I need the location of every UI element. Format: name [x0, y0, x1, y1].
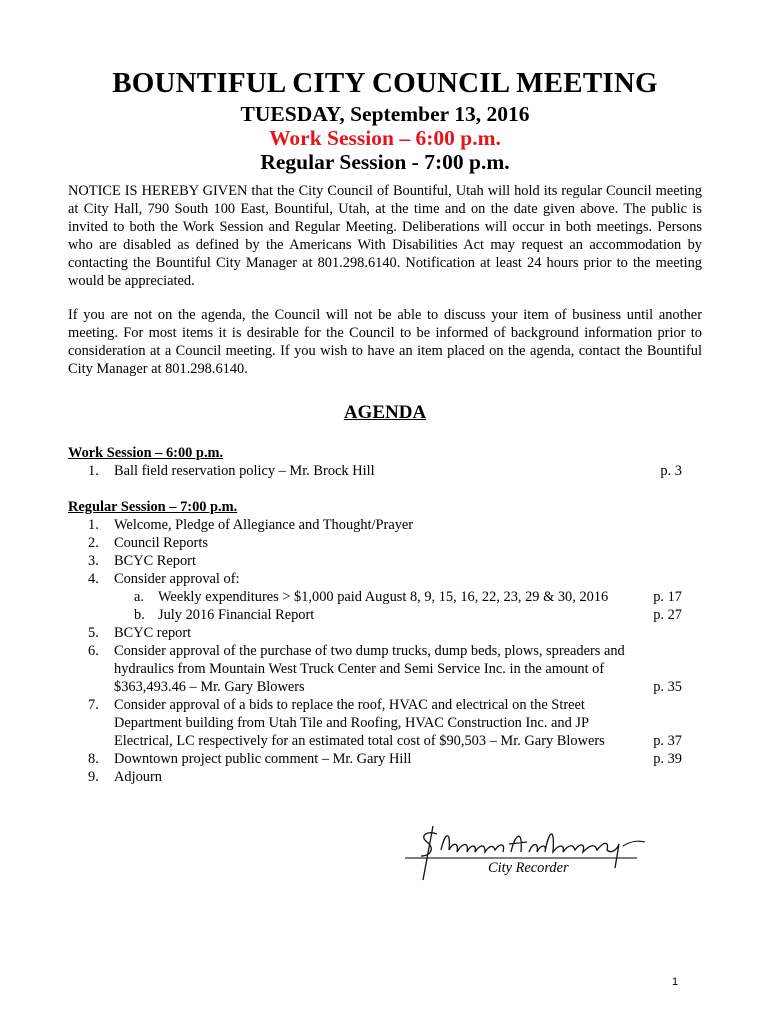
agenda-item	[68, 534, 702, 552]
document-header	[0, 64, 770, 174]
item-page-ref: p. 37	[653, 733, 682, 749]
item-number: 8.	[88, 751, 99, 767]
regular-session-heading: Regular Session – 7:00 p.m.	[68, 499, 238, 515]
item-number: 4.	[88, 571, 99, 587]
item-page-ref: p. 17	[653, 589, 682, 605]
signature-block	[405, 820, 650, 890]
item-text: Consider approval of:	[114, 571, 240, 587]
agenda-item	[68, 516, 702, 534]
agenda-item	[68, 696, 702, 750]
meeting-title: BOUNTIFUL CITY COUNCIL MEETING	[112, 67, 658, 99]
subitem-text: July 2016 Financial Report	[158, 607, 315, 623]
regular-session-items	[68, 516, 702, 786]
notice-paragraph: NOTICE IS HEREBY GIVEN that the City Council of Bountiful, Utah will hold its regular Council meeting at City Hall, 790 South 100 East, Bountiful, Utah, at the time and on the date given above. The public is invited to both the Work Session and Regular Meeting. Deliberations will occur in both meetings. Persons who are disabled as defined by the Americans With Disabilities Act may request an accommodation by contacting the Bountiful City Manager at 801.298.6140. Notification at least 24 hours prior to the meeting would be appreciated.	[68, 183, 702, 289]
work-session-items	[68, 462, 702, 480]
item-text: BCYC report	[114, 625, 192, 641]
item-text: Welcome, Pledge of Allegiance and Thought/Prayer	[114, 517, 414, 533]
item-number: 5.	[88, 625, 99, 641]
subitem-letter: b.	[134, 607, 145, 623]
agenda-item	[68, 552, 702, 570]
agenda-subitem	[68, 606, 702, 624]
item-text: Council Reports	[114, 535, 208, 551]
agenda-item	[68, 624, 702, 642]
item-number: 1.	[88, 517, 99, 533]
item-text: Ball field reservation policy – Mr. Brock Hill	[114, 463, 375, 479]
agenda-item	[68, 642, 702, 696]
meeting-date: TUESDAY, September 13, 2016	[240, 102, 530, 126]
agenda-item	[68, 768, 702, 786]
item-page-ref: p. 27	[653, 607, 682, 623]
item-text: Downtown project public comment – Mr. Gary Hill	[114, 751, 412, 767]
agenda-heading: AGENDA	[343, 402, 427, 423]
item-number: 7.	[88, 697, 99, 713]
regular-session-time: Regular Session - 7:00 p.m.	[260, 150, 510, 174]
agenda-subitem	[68, 588, 702, 606]
work-session-heading: Work Session – 6:00 p.m.	[68, 445, 224, 461]
item-page-ref: p. 3	[660, 463, 682, 479]
item-number: 3.	[88, 553, 99, 569]
agenda-item	[68, 750, 702, 768]
item-number: 1.	[88, 463, 99, 479]
page-number: 1	[672, 976, 679, 988]
item-number: 2.	[88, 535, 99, 551]
item-number: 9.	[88, 769, 99, 785]
item-text: BCYC Report	[114, 553, 196, 569]
item-page-ref: p. 39	[653, 751, 682, 767]
subitem-text: Weekly expenditures > $1,000 paid August 8, 9, 15, 16, 22, 23, 29 & 30, 2016	[158, 589, 609, 605]
item-text: Consider approval of a bids to replace the roof, HVAC and electrical on the Street Department building from Utah Tile and Roofing, HVAC Construction Inc. and JP Electrical, LC respectively for an estimated total cost of $90,503 – Mr. Gary Blowers	[114, 697, 605, 749]
item-page-ref: p. 35	[653, 679, 682, 695]
regular-session-section	[68, 498, 702, 786]
work-session-section	[68, 444, 702, 480]
agenda-item	[68, 462, 702, 480]
work-session-time: Work Session – 6:00 p.m.	[269, 126, 501, 150]
subitem-letter: a.	[134, 589, 144, 605]
agenda-item	[68, 570, 702, 588]
item-number: 6.	[88, 643, 99, 659]
item-text: Consider approval of the purchase of two dump trucks, dump beds, plows, spreaders and hydraulics from Mountain West Truck Center and Semi Service Inc. in the amount of $363,493.46 – Mr. Gary Blowers	[114, 643, 625, 695]
agenda-info-paragraph: If you are not on the agenda, the Council will not be able to discuss your item of business until another meeting. For most items it is desirable for the Council to be informed of background information prior to consideration at a Council meeting. If you wish to have an item placed on the agenda, contact the Bountiful City Manager at 801.298.6140.	[68, 307, 702, 377]
item-text: Adjourn	[114, 769, 162, 785]
signature-caption: City Recorder	[488, 860, 569, 876]
